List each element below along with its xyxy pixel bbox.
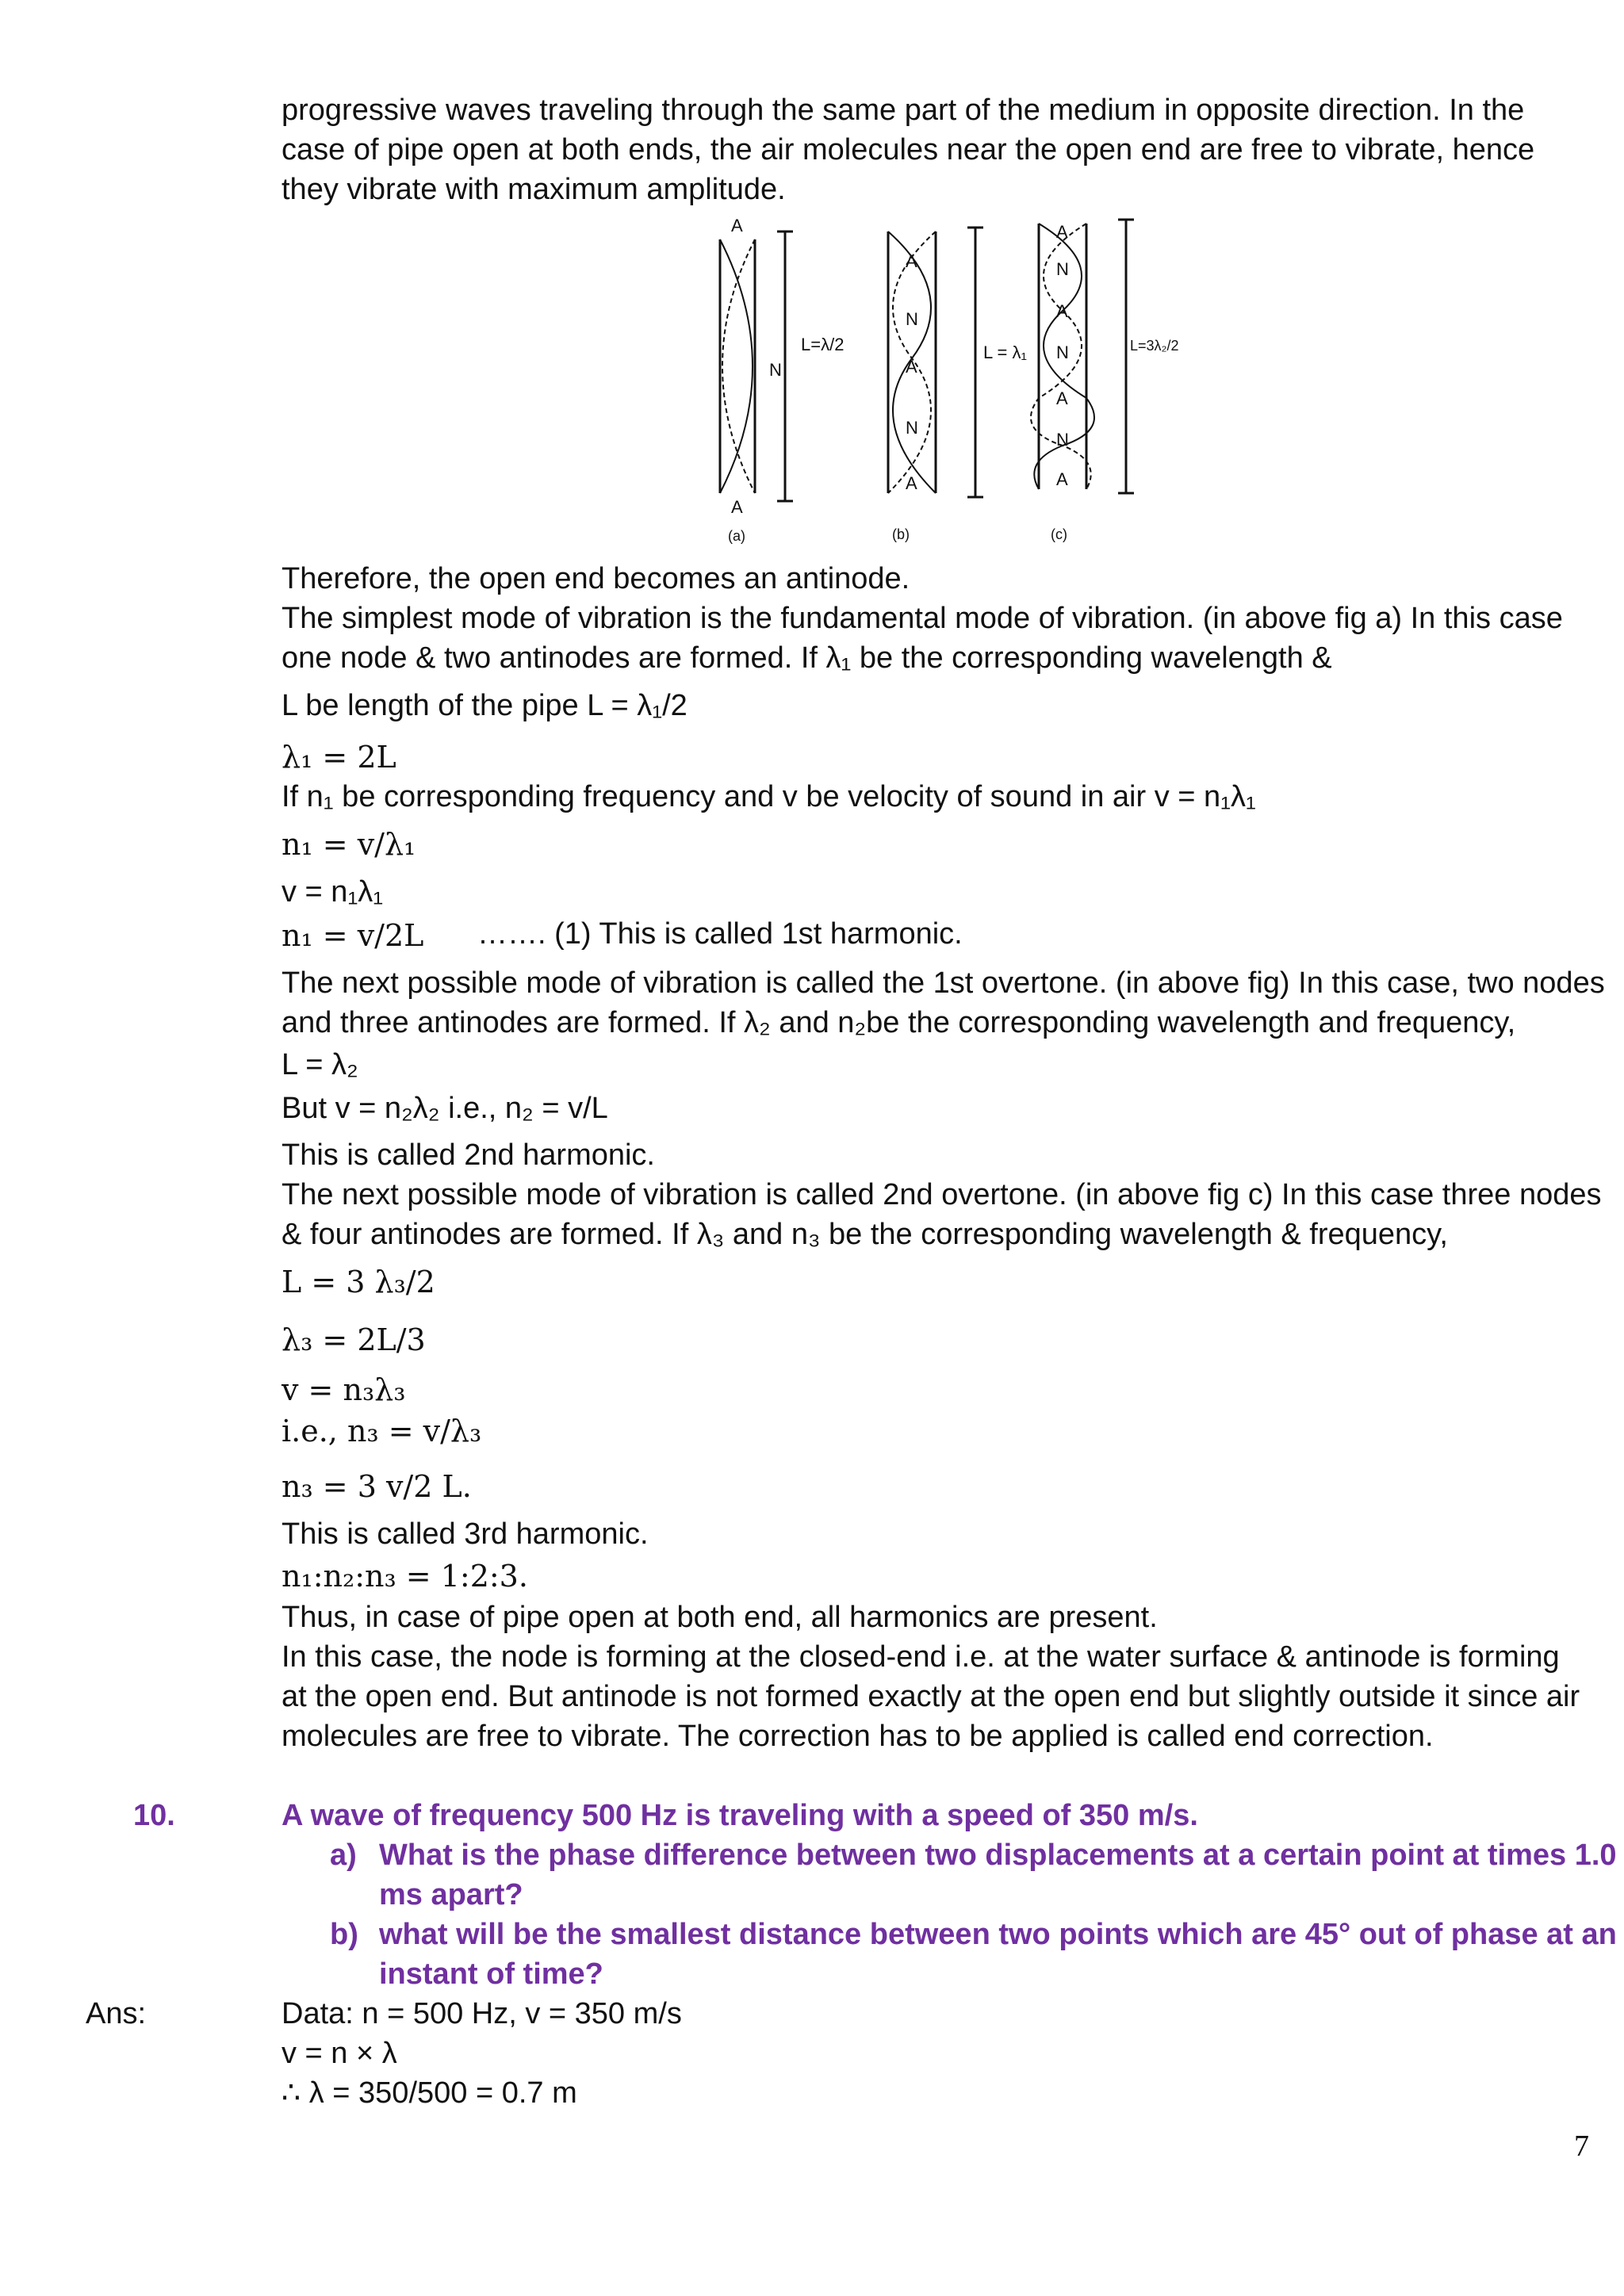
fundamental-line-3: L be length of the pipe L = λ₁/2: [282, 689, 688, 722]
pipe-b: [888, 228, 983, 497]
answer-formula: v = n × λ: [282, 2037, 397, 2070]
second-harmonic-line: This is called 2nd harmonic.: [282, 1138, 655, 1172]
fundamental-line-2: one node & two antinodes are formed. If λ₁ be the corresponding wavelength &: [282, 641, 1332, 675]
first-harmonic-line: ……. (1) This is called 1st harmonic.: [477, 917, 963, 951]
fundamental-line-1: The simplest mode of vibration is the fundamental mode of vibration. (in above fig a) In this case: [282, 602, 1563, 635]
pipe-a: [720, 232, 793, 501]
antinode-label: A: [731, 216, 743, 235]
node-label: N: [769, 360, 782, 380]
end-correction-line-1: In this case, the node is forming at the closed-end i.e. at the water surface & antinode is forming: [282, 1640, 1560, 1674]
node-label: N: [1056, 259, 1069, 279]
frequency-line: If n₁ be corresponding frequency and v be velocity of sound in air v = n₁λ₁: [282, 780, 1256, 813]
equation-l-lambda2: L = λ₂: [282, 1048, 358, 1081]
equation-v3: v = n₃λ₃: [282, 1372, 406, 1407]
equation-l3: L = 3 λ₃/2: [282, 1265, 435, 1299]
antinode-label: A: [906, 473, 917, 493]
question-number: 10.: [133, 1799, 175, 1832]
figure-label-b: (b): [892, 526, 910, 542]
page-number: 7: [1574, 2130, 1589, 2163]
part-a-line-1: What is the phase difference between two displacements at a certain point at times 1.0: [379, 1839, 1617, 1872]
question-stem: A wave of frequency 500 Hz is traveling with a speed of 350 m/s.: [282, 1799, 1198, 1832]
equation-n3-a: i.e., n₃ = v/λ₃: [282, 1414, 482, 1448]
intro-line-3: they vibrate with maximum amplitude.: [282, 173, 786, 206]
equation-v1: v = n₁λ₁: [282, 875, 384, 909]
part-b-label: b): [330, 1918, 358, 1951]
end-correction-line-2: at the open end. But antinode is not formed exactly at the open end but slightly outside it since air: [282, 1680, 1580, 1713]
length-label-b: L = λ₁: [983, 342, 1027, 362]
answer-result: ∴ λ = 350/500 = 0.7 m: [282, 2076, 577, 2110]
part-a-label: a): [330, 1839, 357, 1872]
all-harmonics-line: Thus, in case of pipe open at both end, all harmonics are present.: [282, 1601, 1158, 1634]
antinode-label: A: [906, 357, 917, 377]
antinode-label: A: [1056, 301, 1068, 321]
length-label-c: L=3λ₂/2: [1130, 338, 1179, 354]
overtone1-line-1: The next possible mode of vibration is called the 1st overtone. (in above fig) In this case, two nodes: [282, 966, 1605, 1000]
node-label: N: [906, 418, 918, 438]
intro-line-2: case of pipe open at both ends, the air molecules near the open end are free to vibrate, hence: [282, 133, 1535, 166]
figure-label-a: (a): [728, 528, 745, 544]
figure-label-c: (c): [1051, 526, 1067, 542]
equation-n1-a: n₁ = v/λ₁: [282, 827, 416, 862]
equation-n2: But v = n₂λ₂ i.e., n₂ = v/L: [282, 1092, 608, 1125]
overtone1-line-2: and three antinodes are formed. If λ₂ and n₂be the corresponding wavelength and frequency,: [282, 1006, 1516, 1039]
antinode-label: A: [731, 497, 743, 517]
overtone2-line-2: & four antinodes are formed. If λ₃ and n₃ be the corresponding wavelength & frequency,: [282, 1218, 1448, 1251]
part-a-line-2: ms apart?: [379, 1878, 523, 1911]
length-label-a: L=λ/2: [801, 335, 845, 354]
antinode-label: A: [1056, 388, 1068, 408]
end-correction-line-3: molecules are free to vibrate. The correction has to be applied is called end correction.: [282, 1720, 1434, 1753]
antinode-label: A: [1056, 222, 1068, 242]
equation-lambda3: λ₃ = 2L/3: [282, 1322, 426, 1357]
pipe-c: [1031, 220, 1134, 493]
node-label: N: [1056, 430, 1069, 450]
harmonic-ratio: n₁:n₂:n₃ = 1:2:3.: [282, 1559, 528, 1594]
part-b-line-2: instant of time?: [379, 1957, 603, 1991]
node-label: N: [1056, 342, 1069, 362]
antinode-label: A: [906, 251, 917, 271]
intro-line-1: progressive waves traveling through the same part of the medium in opposite direction. In the: [282, 94, 1525, 127]
open-end-line: Therefore, the open end becomes an antinode.: [282, 562, 910, 595]
equation-n3-b: n₃ = 3 v/2 L.: [282, 1469, 472, 1504]
part-b-line-1: what will be the smallest distance between two points which are 45° out of phase at an: [379, 1918, 1617, 1951]
antinode-label: A: [1056, 469, 1068, 489]
node-label: N: [906, 309, 918, 329]
overtone2-line-1: The next possible mode of vibration is called 2nd overtone. (in above fig c) In this case three nodes: [282, 1178, 1602, 1211]
equation-lambda1: λ₁ = 2L: [282, 740, 396, 775]
answer-data: Data: n = 500 Hz, v = 350 m/s: [282, 1997, 682, 2030]
equation-n1-b: n₁ = v/2L: [282, 918, 424, 953]
third-harmonic-line: This is called 3rd harmonic.: [282, 1517, 649, 1551]
answer-label: Ans:: [86, 1997, 147, 2030]
organ-pipe-modes-figure: [698, 208, 1179, 549]
